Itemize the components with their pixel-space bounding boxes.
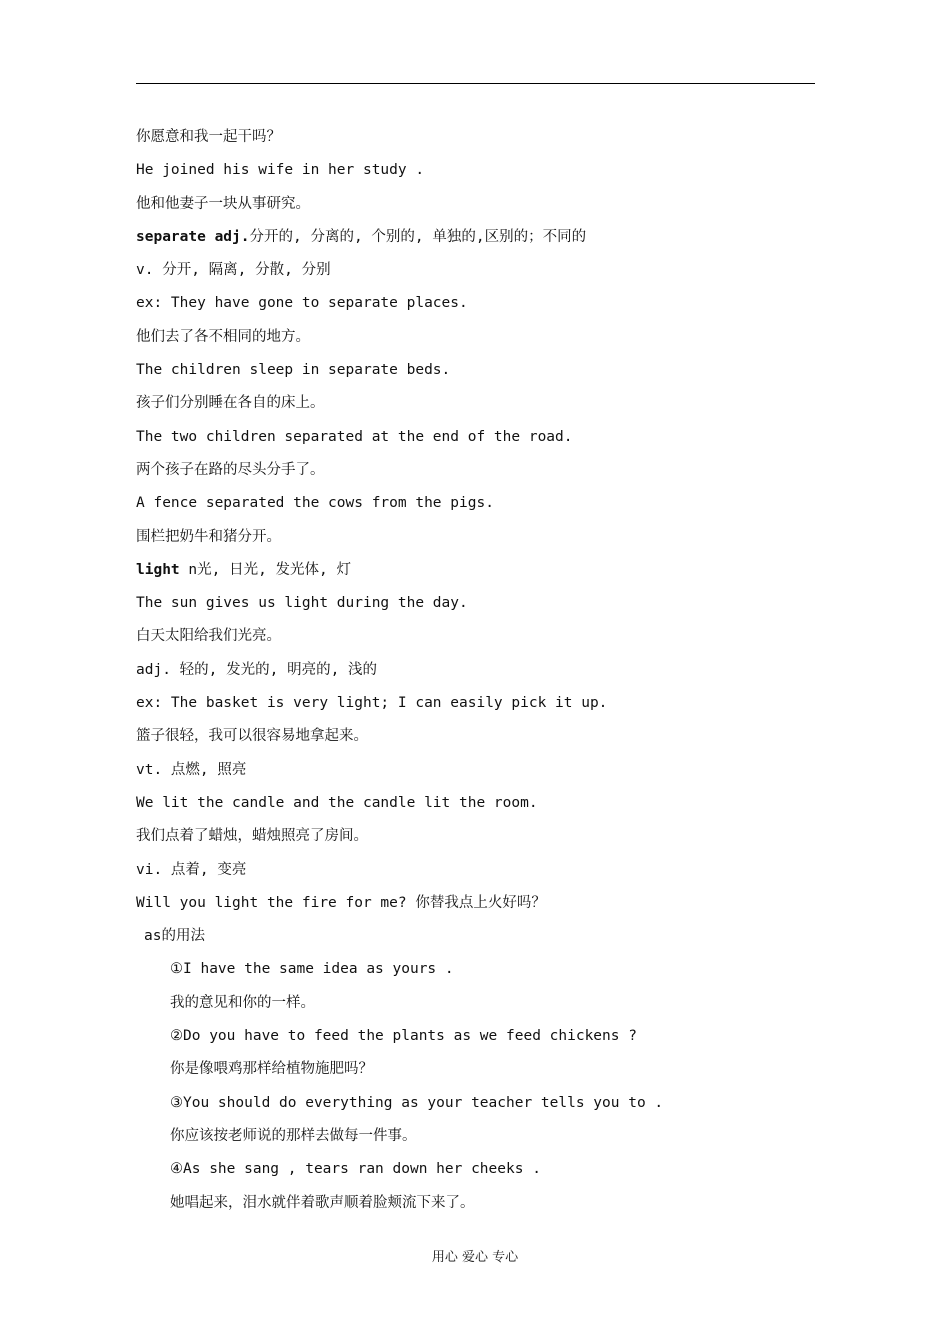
- vocab-entry-light: [136, 556, 836, 589]
- example-line: 你是像喂鸡那样给植物施肥吗？: [170, 1061, 373, 1078]
- text-line: 你愿意和我一起干吗？: [136, 129, 281, 145]
- text-line: v. 分开, 隔离, 分散, 分别: [136, 262, 331, 279]
- text-line: A fence separated the cows from the pigs.: [136, 495, 494, 512]
- vocab-term: separate adj.: [136, 228, 250, 245]
- example-line: 我的意见和你的一样。: [170, 994, 315, 1011]
- header-rule: [136, 83, 815, 84]
- text-line: ex: The basket is very light; I can easily pick it up.: [136, 695, 608, 712]
- text-line: 他们去了各不相同的地方。: [136, 328, 310, 345]
- text-line: 白天太阳给我们光亮。: [136, 628, 281, 645]
- text-line: 他和他妻子一块从事研究。: [136, 195, 310, 212]
- example-line: 你应该按老师说的那样去做每一件事。: [170, 1127, 417, 1144]
- text-line: The children sleep in separate beds.: [136, 362, 451, 379]
- text-line: The sun gives us light during the day.: [136, 595, 468, 612]
- text-line: 围栏把奶牛和猪分开。: [136, 528, 281, 545]
- vocab-entry-separate: [136, 223, 836, 256]
- page-footer: 用心 爱心 专心: [431, 1250, 519, 1265]
- text-line: vi. 点着, 变亮: [136, 861, 247, 878]
- vocab-definition: n光, 日光, 发光体, 灯: [179, 561, 351, 578]
- text-line: ex: They have gone to separate places.: [136, 295, 468, 312]
- vocab-term: light: [136, 561, 180, 578]
- text-line: 两个孩子在路的尽头分手了。: [136, 461, 325, 478]
- vocab-definition: 分开的, 分离的, 个别的, 单独的,区别的；不同的: [249, 228, 587, 245]
- text-line: He joined his wife in her study .: [136, 162, 425, 179]
- text-line: Will you light the fire for me? 你替我点上火好吗？: [136, 894, 546, 911]
- text-line: 篮子很轻，我可以很容易地拿起来。: [136, 728, 368, 745]
- text-line: The two children separated at the end of the road.: [136, 428, 573, 445]
- text-line: 孩子们分别睡在各自的床上。: [136, 395, 325, 412]
- example-line: ④As she sang , tears ran down her cheeks .: [170, 1161, 541, 1178]
- section-heading: as的用法: [144, 928, 205, 945]
- example-line: ③You should do everything as your teacher tells you to .: [170, 1094, 664, 1111]
- text-line: adj. 轻的, 发光的, 明亮的, 浅的: [136, 661, 378, 678]
- text-line: 我们点着了蜡烛，蜡烛照亮了房间。: [136, 828, 368, 845]
- text-line: We lit the candle and the candle lit the room.: [136, 794, 538, 811]
- document-body: [136, 123, 836, 1222]
- example-line: 她唱起来，泪水就伴着歌声顺着脸颊流下来了。: [170, 1194, 475, 1211]
- text-line: vt. 点燃, 照亮: [136, 761, 247, 778]
- example-line: ①I have the same idea as yours .: [170, 961, 454, 978]
- example-line: ②Do you have to feed the plants as we feed chickens ?: [170, 1028, 637, 1045]
